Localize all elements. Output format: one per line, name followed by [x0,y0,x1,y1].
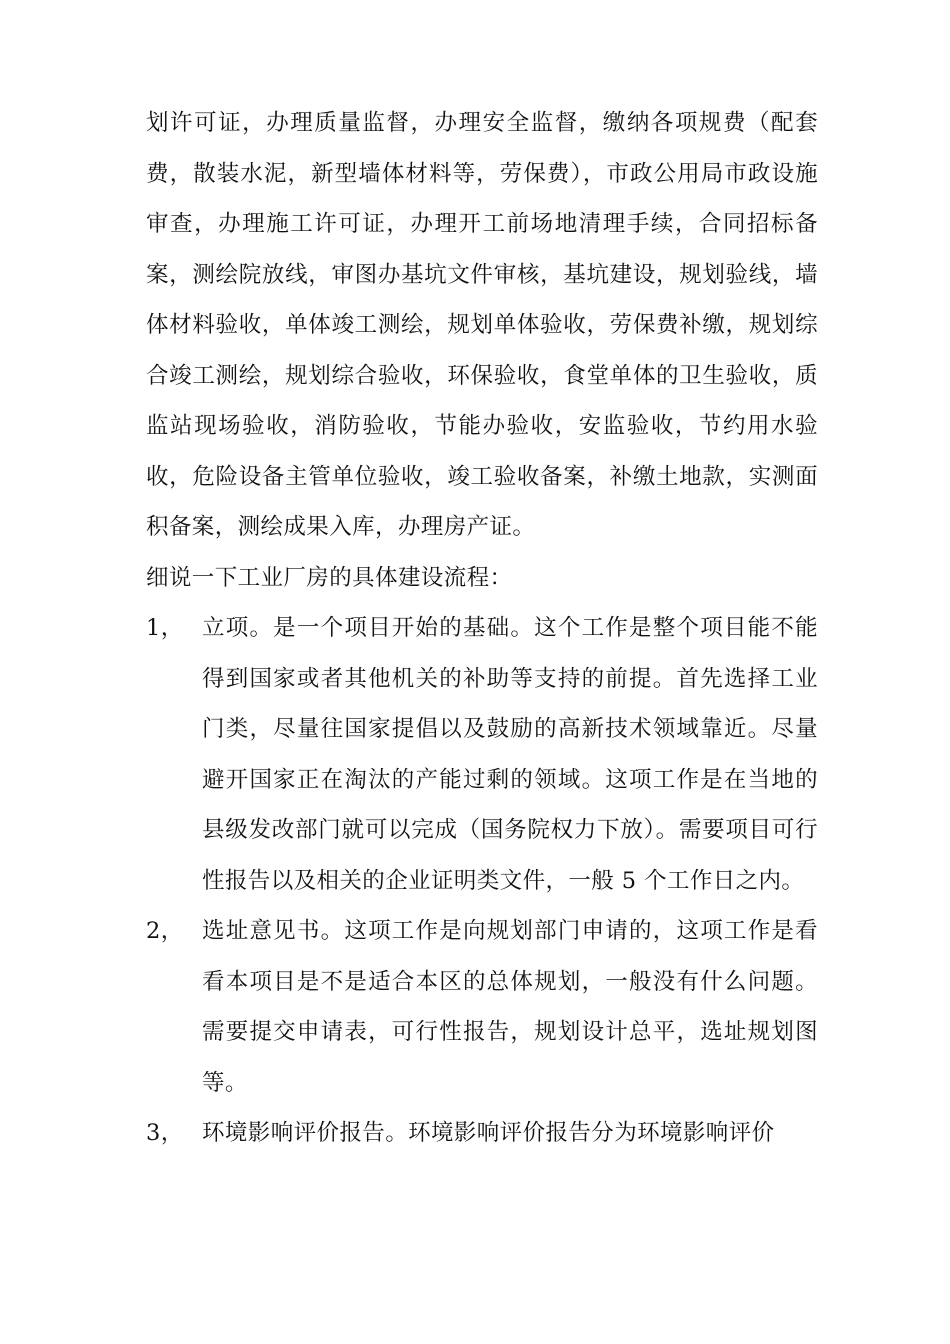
step-number: 2， [146,918,184,944]
list-item [146,906,818,1108]
list-item [146,603,818,906]
step-text: 环境影响评价报告。环境影响评价报告分为环境影响评价 [202,1120,775,1146]
step-number: 1， [146,615,184,641]
document-body [146,98,818,1159]
step-text: 选址意见书。这项工作是向规划部门申请的，这项工作是看看本项目是不是适合本区的总体规划，一般没有什么问题。需要提交申请表，可行性报告，规划设计总平，选址规划图等。 [202,918,818,1096]
list-item [146,1108,818,1159]
step-text: 立项。是一个项目开始的基础。这个工作是整个项目能不能得到国家或者其他机关的补助等支持的前提。首先选择工业门类，尽量往国家提倡以及鼓励的高新技术领域靠近。尽量避开国家正在淘汰的产能过剩的领域。这项工作是在当地的县级发改部门就可以完成（国务院权力下放）。需要项目可行性报告以及相关的企业证明类文件，一般 5 个工作日之内。 [202,615,818,894]
process-steps-list [146,603,818,1159]
step-number: 3， [146,1120,184,1146]
section-intro: 细说一下工业厂房的具体建设流程： [146,564,513,591]
continued-paragraph: 划许可证，办理质量监督，办理安全监督，缴纳各项规费（配套费，散装水泥，新型墙体材料等，劳保费），市政公用局市政设施审查，办理施工许可证，办理开工前场地清理手续，合同招标备案，测绘院放线，审图办基坑文件审核，基坑建设，规划验线，墙体材料验收，单体竣工测绘，规划单体验收，劳保费补缴，规划综合竣工测绘，规划综合验收，环保验收，食堂单体的卫生验收，质监站现场验收，消防验收，节能办验收，安监验收，节约用水验收，危险设备主管单位验收，竣工验收备案，补缴土地款，实测面积备案，测绘成果入库，办理房产证。 [146,110,818,540]
